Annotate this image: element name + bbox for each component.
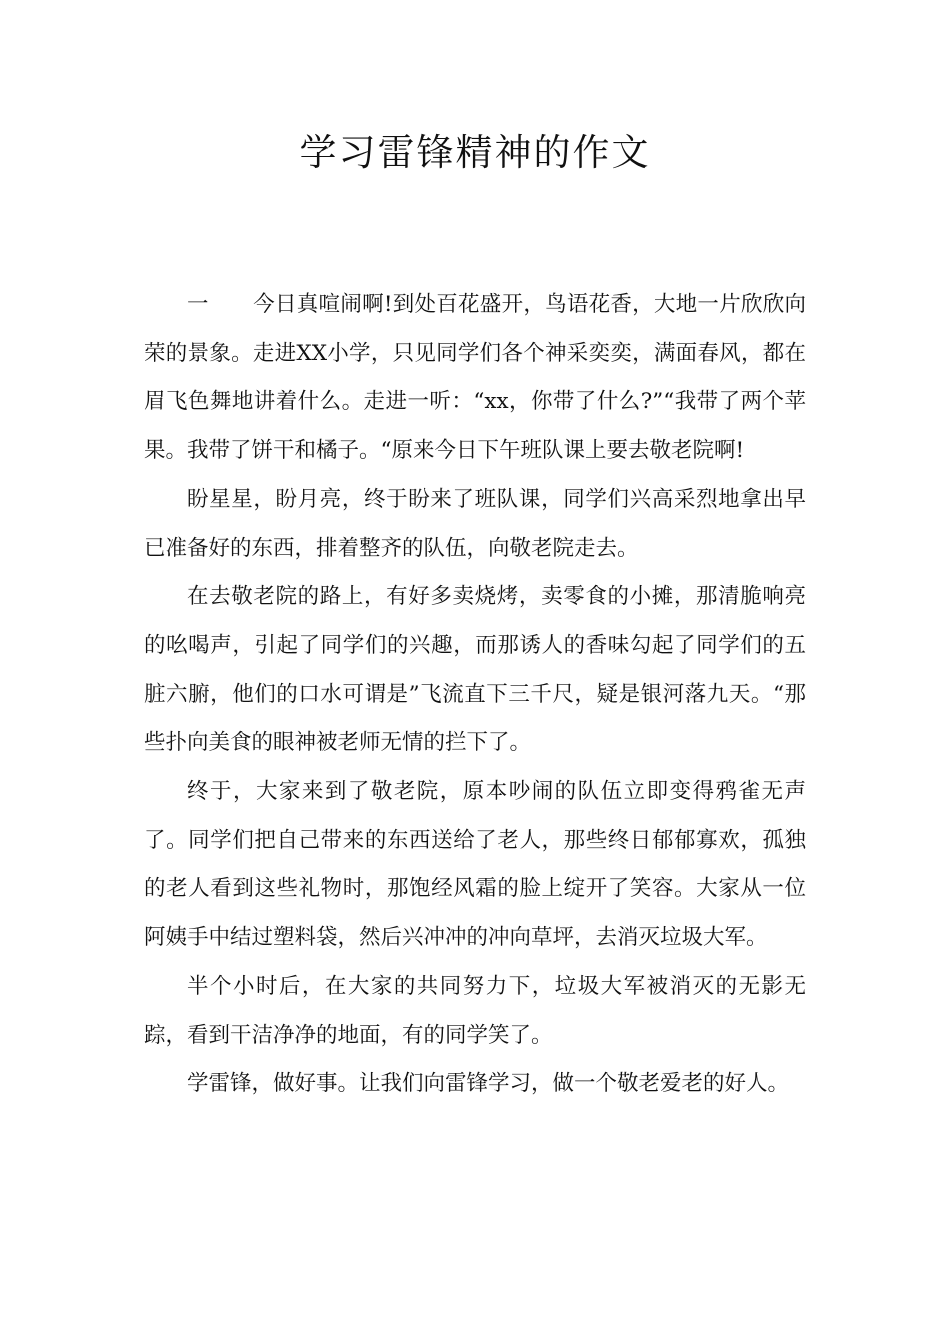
paragraph-3: 在去敬老院的路上，有好多卖烧烤，卖零食的小摊，那清脆响亮的吆喝声，引起了同学们的兴趣，而那诱人的香味勾起了同学们的五脏六腑，他们的口水可谓是”飞流直下三千尺，疑是银河落九天。“那些扑向美食的眼神被老师无情的拦下了。	[144, 584, 806, 756]
paragraph-1	[144, 281, 806, 476]
document-body	[144, 281, 806, 1109]
section-mark: 一	[187, 292, 209, 317]
paragraph-5: 半个小时后，在大家的共同努力下，垃圾大军被消灭的无影无踪，看到干洁净净的地面，有的同学笑了。	[144, 973, 806, 1048]
paragraph-6: 学雷锋，做好事。让我们向雷锋学习，做一个敬老爱老的好人。	[187, 1071, 790, 1097]
paragraph-2: 盼星星，盼月亮，终于盼来了班队课，同学们兴高采烈地拿出早已准备好的东西，排着整齐的队伍，向敬老院走去。	[144, 486, 806, 561]
paragraph-1-text: 今日真喧闹啊!到处百花盛开，鸟语花香，大地一片欣欣向荣的景象。走进XX小学，只见同学们各个神采奕奕，满面春风，都在眉飞色舞地讲着什么。走进一听：“xx，你带了什么?”“我带了两个苹果。我带了饼干和橘子。“原来今日下午班队课上要去敬老院啊!	[144, 292, 806, 464]
paragraph-4: 终于，大家来到了敬老院，原本吵闹的队伍立即变得鸦雀无声了。同学们把自己带来的东西送给了老人，那些终日郁郁寡欢，孤独的老人看到这些礼物时，那饱经风霜的脸上绽开了笑容。大家从一位阿姨手中结过塑料袋，然后兴冲冲的冲向草坪，去消灭垃圾大军。	[144, 779, 806, 951]
document-title: 学习雷锋精神的作文	[299, 131, 651, 174]
